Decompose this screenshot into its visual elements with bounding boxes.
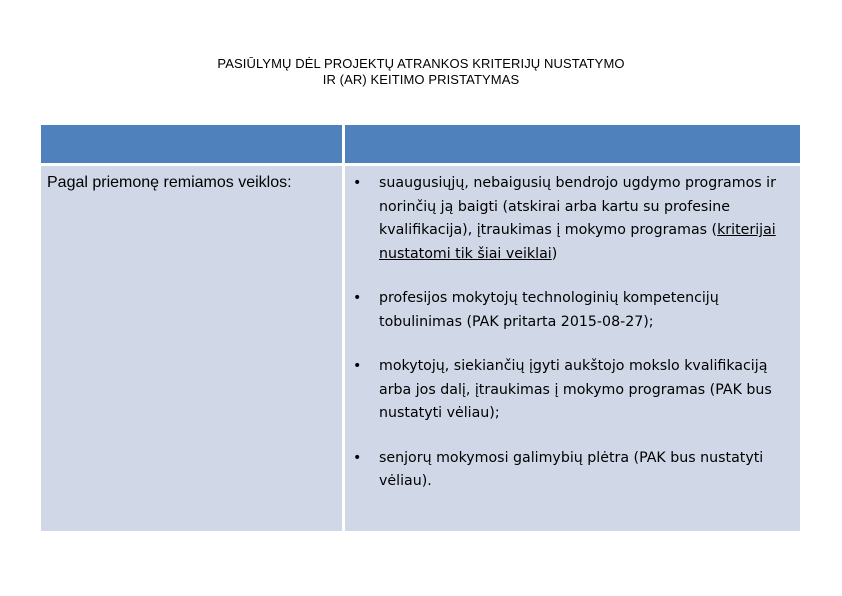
list-item-text: senjorų mokymosi galimybių plėtra (PAK bus nustatyti vėliau). xyxy=(379,449,764,489)
list-item-tail: ) xyxy=(551,245,558,262)
list-item xyxy=(345,355,800,426)
supported-activities-label: Pagal priemonę remiamos veiklos: xyxy=(47,174,292,191)
bullet-icon: • xyxy=(353,358,362,374)
table-header-left-cell xyxy=(41,125,342,163)
bullet-icon: • xyxy=(353,290,362,306)
list-item-text: suaugusiųjų, nebaigusių bendrojo ugdymo programos ir norinčių ją baigti (atskirai arba kartu su profesine kvalifikacija), įtraukimas į mokymo programas ( xyxy=(379,175,776,238)
list-item-text: mokytojų, siekiančių įgyti aukštojo mokslo kvalifikaciją arba jos dalį, įtraukimas į mokymo programas (PAK bus nustatyti vėliau); xyxy=(379,358,772,421)
list-item xyxy=(345,447,800,494)
criteria-table xyxy=(41,125,800,531)
table-body-right-cell xyxy=(345,166,800,531)
list-item-text: profesijos mokytojų technologinių kompetencijų tobulinimas (PAK pritarta 2015-08-27); xyxy=(379,290,719,330)
table-header-right-cell xyxy=(345,125,800,163)
title-line-1: PASIŪLYMŲ DĖL PROJEKTŲ ATRANKOS KRITERIJŲ NUSTATYMO xyxy=(217,56,625,71)
bullet-icon: • xyxy=(353,175,362,191)
list-item xyxy=(345,172,800,266)
document-title xyxy=(0,56,842,88)
bullet-icon: • xyxy=(353,449,362,466)
activities-list xyxy=(345,172,800,494)
title-line-2: IR (AR) KEITIMO PRISTATYMAS xyxy=(322,72,520,87)
list-item xyxy=(345,287,800,334)
list-item-underlined-note: kriterijai nustatomi tik šiai veiklai xyxy=(379,222,776,262)
table-body-left-cell xyxy=(41,166,342,531)
